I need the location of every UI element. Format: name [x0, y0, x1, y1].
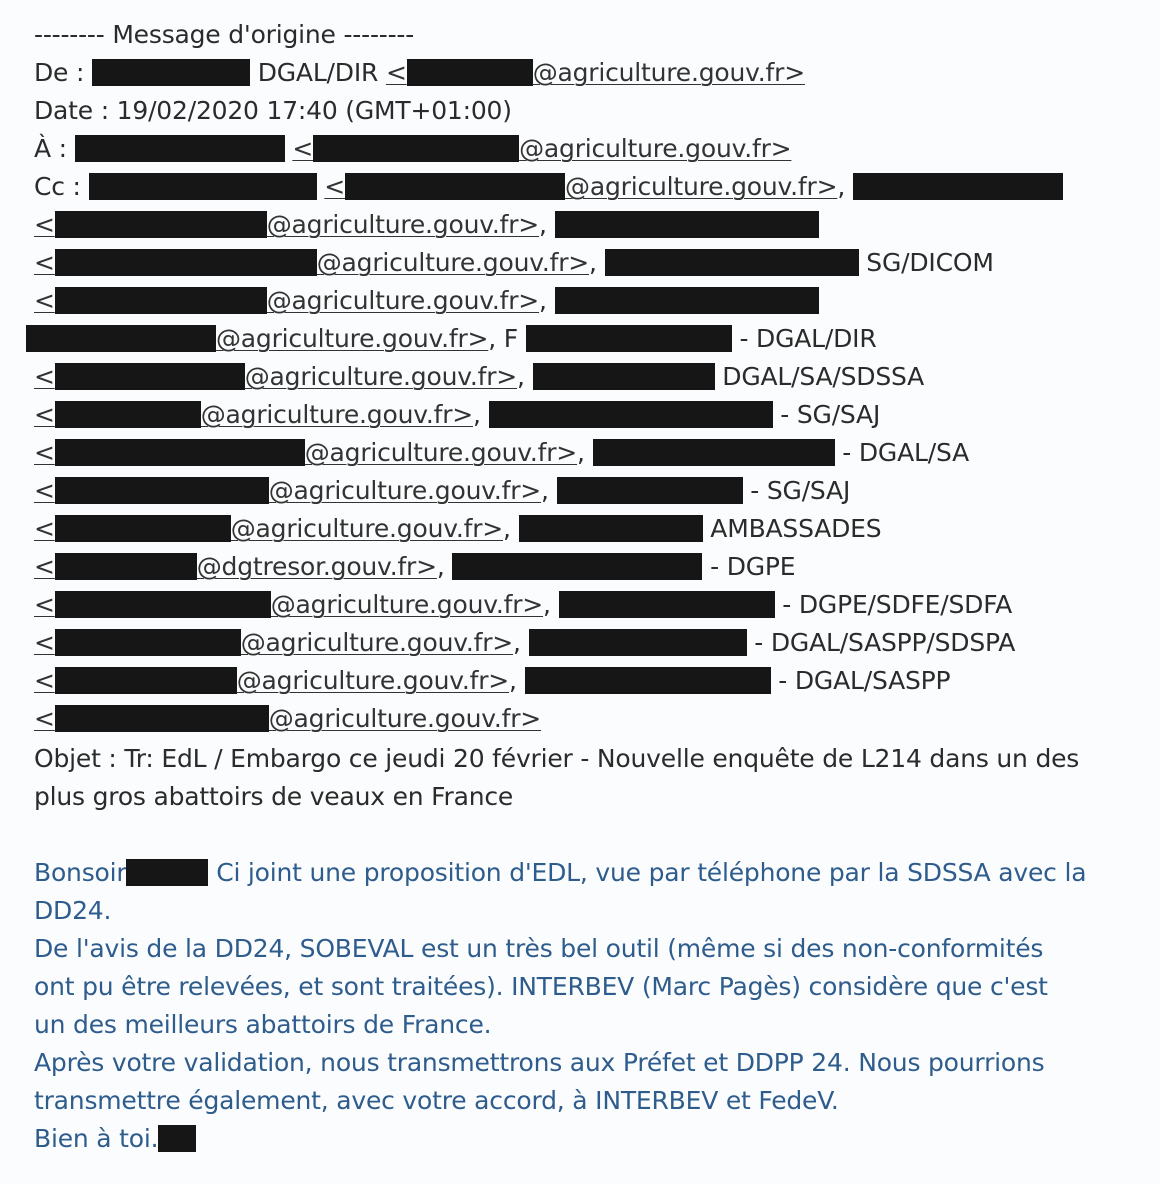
redaction-block: [158, 1125, 196, 1152]
cc-email[interactable]: < @agriculture.gouv.fr>: [34, 248, 590, 277]
greeting: Bonsoir: [34, 858, 127, 887]
cc-email[interactable]: < @agriculture.gouv.fr>: [34, 476, 542, 505]
redaction-block: [55, 363, 245, 390]
cc-line-6: < @agriculture.gouv.fr>, DGAL/SA/SDSSA: [34, 362, 925, 391]
from-line: [34, 56, 805, 90]
redaction-block: [55, 439, 305, 466]
body-line-6: Après votre validation, nous transmettrons aux Préfet et DDPP 24. Nous pourrions: [34, 1048, 1045, 1077]
cc-label: Cc :: [34, 172, 81, 201]
cc-email[interactable]: < @agriculture.gouv.fr>: [34, 590, 544, 619]
cc-email[interactable]: < @agriculture.gouv.fr>: [34, 362, 518, 391]
redaction-block: [557, 477, 743, 504]
redaction-block: [55, 515, 231, 542]
body-line-2: DD24.: [34, 896, 112, 925]
redaction-block: [526, 325, 732, 352]
from-email[interactable]: < @agriculture.gouv.fr>: [385, 58, 805, 87]
body-line-3: De l'avis de la DD24, SOBEVAL est un très bel outil (même si des non-conformités: [34, 934, 1044, 963]
redaction-block: [55, 249, 317, 276]
cc-line-12: < @agriculture.gouv.fr>, - DGPE/SDFE/SDFA: [34, 590, 1013, 619]
cc-line-15: [34, 702, 541, 736]
redaction-block: [593, 439, 835, 466]
cc-email[interactable]: < @agriculture.gouv.fr>: [34, 666, 510, 695]
body-line-4: ont pu être relevées, et sont traitées). INTERBEV (Marc Pagès) considère que c'est: [34, 972, 1048, 1001]
redaction-block: [529, 629, 747, 656]
redaction-block: [519, 515, 703, 542]
redaction-block: [26, 325, 216, 352]
to-line: [34, 132, 791, 166]
cc-email[interactable]: < @agriculture.gouv.fr>: [34, 628, 514, 657]
recipient-unit: - DGAL/SASPP/SDSPA: [754, 628, 1016, 657]
recipient-unit: - DGAL/DIR: [739, 324, 877, 353]
cc-line-3: < @agriculture.gouv.fr>, SG/DICOM: [34, 248, 994, 277]
redaction-block: [55, 287, 267, 314]
cc-line-11: < @dgtresor.gouv.fr>, - DGPE: [34, 552, 796, 581]
cc-line-9: < @agriculture.gouv.fr>, - SG/SAJ: [34, 476, 851, 505]
cc-line-8: < @agriculture.gouv.fr>, - DGAL/SA: [34, 438, 969, 467]
cc-email[interactable]: < @agriculture.gouv.fr>: [34, 438, 578, 467]
redaction-block: [55, 211, 267, 238]
redaction-block: [55, 401, 201, 428]
recipient-unit: - DGPE: [710, 552, 796, 581]
recipient-unit: AMBASSADES: [710, 514, 882, 543]
cc-line-1: Cc : < @agriculture.gouv.fr>,: [34, 170, 1063, 204]
recipient-unit: - SG/SAJ: [780, 400, 881, 429]
cc-email[interactable]: < @agriculture.gouv.fr>: [34, 400, 474, 429]
body-line-5: un des meilleurs abattoirs de France.: [34, 1010, 492, 1039]
redaction-block: [55, 629, 241, 656]
redaction-block: [55, 705, 269, 732]
cc-email[interactable]: < @agriculture.gouv.fr>: [34, 704, 542, 733]
redaction-block: [89, 173, 317, 200]
cc-line-2: < @agriculture.gouv.fr>,: [34, 208, 819, 242]
cc-email[interactable]: < @agriculture.gouv.fr>: [34, 286, 540, 315]
redaction-block: [605, 249, 859, 276]
cc-email[interactable]: < @agriculture.gouv.fr>: [34, 514, 504, 543]
body-line-1: Bonsoir Ci joint une proposition d'EDL, vue par téléphone par la SDSSA avec la: [34, 858, 1087, 887]
cc-line-5: @agriculture.gouv.fr>, F - DGAL/DIR: [26, 322, 877, 356]
redaction-block: [525, 667, 771, 694]
redaction-block: [533, 363, 715, 390]
to-email[interactable]: < @agriculture.gouv.fr>: [292, 134, 792, 163]
redaction-block: [313, 135, 519, 162]
redaction-block: [55, 553, 197, 580]
sender-unit: DGAL/DIR: [257, 58, 379, 87]
redaction-block: [55, 591, 271, 618]
redaction-block: [555, 211, 819, 238]
redaction-block: [92, 59, 250, 86]
redaction-block: [407, 59, 533, 86]
redaction-block: [559, 591, 775, 618]
body-signoff: Bien à toi.: [34, 1122, 196, 1156]
subject-line-2: plus gros abattoirs de veaux en France: [34, 782, 514, 811]
cc-email[interactable]: < @dgtresor.gouv.fr>: [34, 552, 437, 581]
redaction-block: [55, 477, 269, 504]
recipient-unit: - SG/SAJ: [750, 476, 851, 505]
cc-email[interactable]: < @agriculture.gouv.fr>: [324, 172, 838, 201]
cc-line-14: < @agriculture.gouv.fr>, - DGAL/SASPP: [34, 666, 951, 695]
cc-email[interactable]: @agriculture.gouv.fr>: [26, 324, 488, 353]
cc-line-7: < @agriculture.gouv.fr>, - SG/SAJ: [34, 400, 881, 429]
body-line-7: transmettre également, avec votre accord, à INTERBEV et FedeV.: [34, 1086, 839, 1115]
redaction-block: [555, 287, 819, 314]
recipient-unit: - DGAL/SASPP: [778, 666, 951, 695]
date-line: Date : 19/02/2020 17:40 (GMT+01:00): [34, 96, 512, 125]
cc-email[interactable]: < @agriculture.gouv.fr>: [34, 210, 540, 239]
cc-line-13: < @agriculture.gouv.fr>, - DGAL/SASPP/SDSPA: [34, 628, 1016, 657]
redaction-block: [345, 173, 565, 200]
redaction-block: [489, 401, 773, 428]
cc-line-4: < @agriculture.gouv.fr>,: [34, 284, 819, 318]
recipient-unit: - DGAL/SA: [842, 438, 969, 467]
subject-line-1: Objet : Tr: EdL / Embargo ce jeudi 20 février - Nouvelle enquête de L214 dans un des: [34, 744, 1080, 773]
from-label: De :: [34, 58, 85, 87]
origin-separator: -------- Message d'origine --------: [34, 20, 415, 49]
redaction-block: [55, 667, 237, 694]
recipient-unit: SG/DICOM: [866, 248, 994, 277]
cc-line-10: < @agriculture.gouv.fr>, AMBASSADES: [34, 514, 882, 543]
recipient-unit: DGAL/SA/SDSSA: [722, 362, 925, 391]
redaction-block: [126, 859, 208, 886]
recipient-unit: - DGPE/SDFE/SDFA: [782, 590, 1013, 619]
to-label: À :: [34, 134, 67, 163]
redaction-block: [853, 173, 1063, 200]
redaction-block: [75, 135, 285, 162]
redaction-block: [452, 553, 702, 580]
